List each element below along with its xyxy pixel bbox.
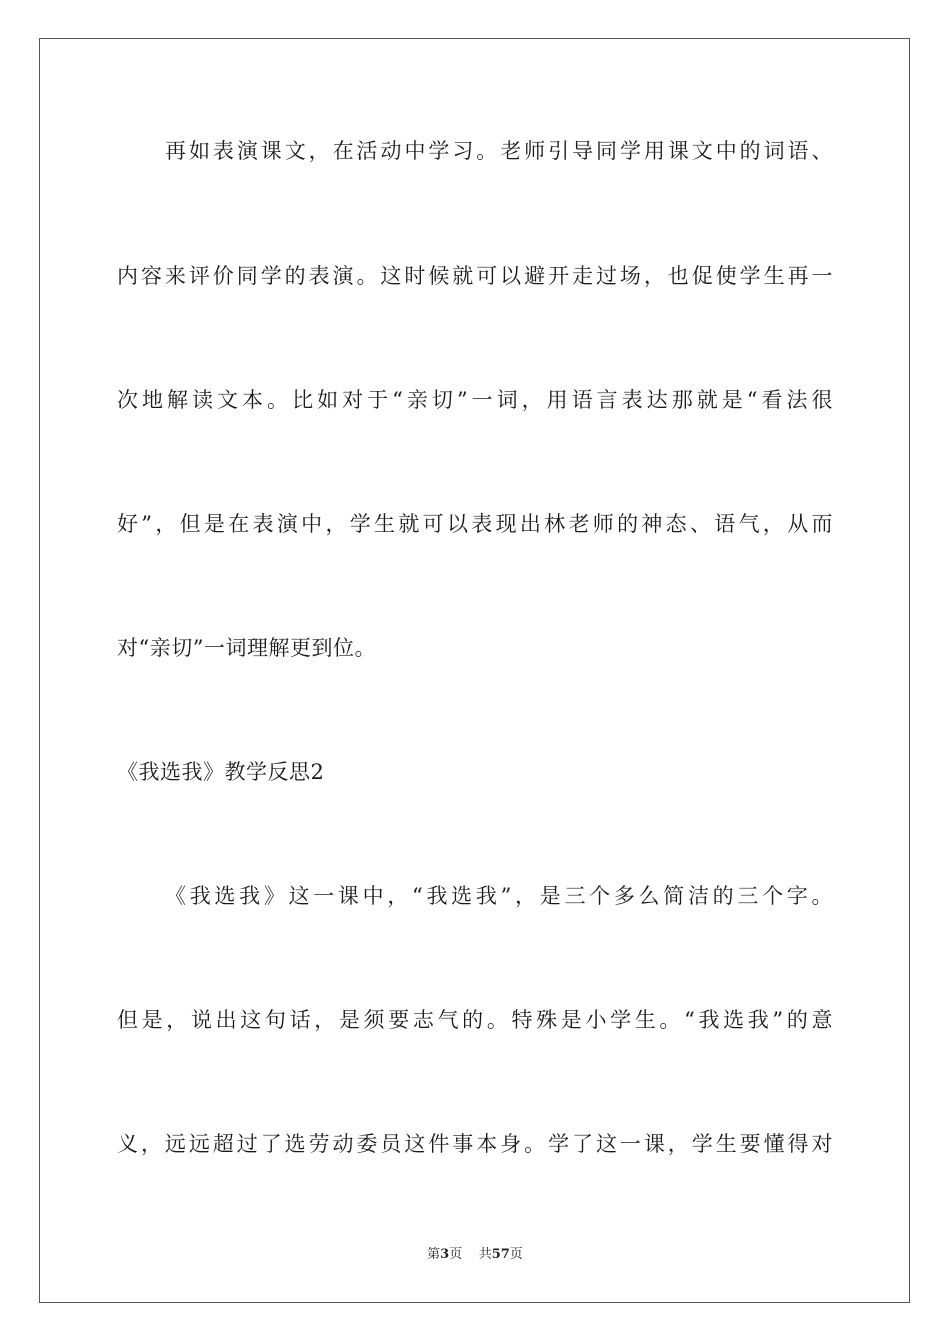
paragraph-line: 义，远远超过了选劳动委员这件事本身。学了这一课，学生要懂得对 bbox=[117, 1132, 833, 1156]
page-footer bbox=[0, 1246, 950, 1264]
paragraph-line: 《我选我》这一课中，“我选我”，是三个多么简洁的三个字。 bbox=[165, 884, 833, 908]
paragraph-line: 次地解读文本。比如对于“亲切”一词，用语言表达那就是“看法很 bbox=[117, 388, 833, 412]
section-heading: 《我选我》教学反思2 bbox=[117, 760, 325, 784]
page-prefix: 第 bbox=[427, 1247, 441, 1262]
total-prefix: 共 bbox=[478, 1247, 492, 1262]
total-suffix: 页 bbox=[509, 1247, 523, 1262]
page-suffix: 页 bbox=[449, 1247, 463, 1262]
page-number: 3 bbox=[440, 1247, 450, 1262]
paragraph-line: 再如表演课文，在活动中学习。老师引导同学用课文中的词语、 bbox=[165, 139, 833, 163]
page-frame bbox=[39, 38, 910, 1303]
paragraph-line: 对“亲切”一词理解更到位。 bbox=[117, 636, 376, 660]
paragraph-line: 但是，说出这句话，是须要志气的。特殊是小学生。“我选我”的意 bbox=[117, 1008, 833, 1032]
paragraph-line: 内容来评价同学的表演。这时候就可以避开走过场，也促使学生再一 bbox=[117, 264, 833, 288]
paragraph-line: 好”，但是在表演中，学生就可以表现出林老师的神态、语气，从而 bbox=[117, 512, 833, 536]
total-pages: 57 bbox=[491, 1247, 510, 1262]
